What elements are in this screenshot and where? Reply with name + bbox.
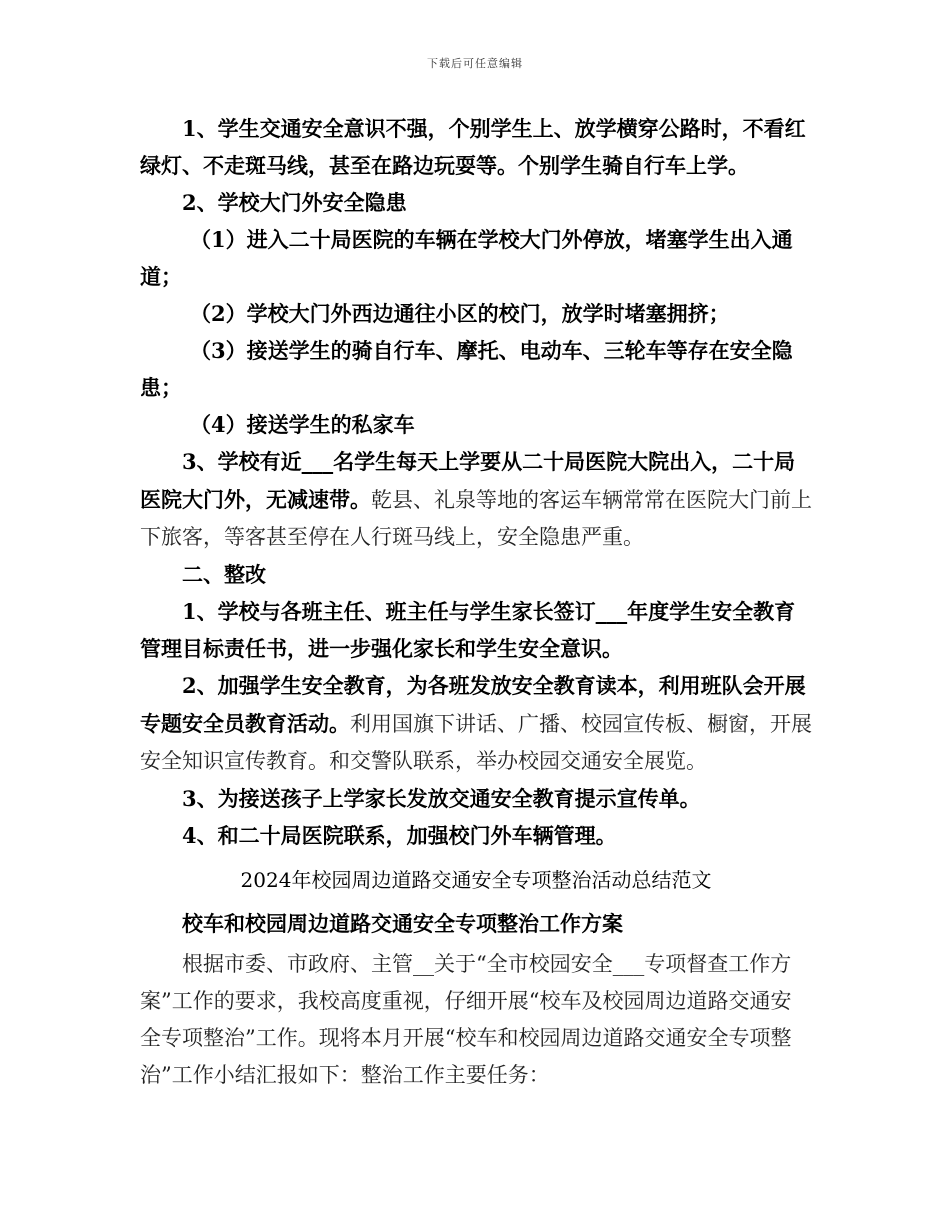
paragraph-7-bold: 3、学校有近___名学生每天上学要从二十局医院大院出入，二十局医院大门外，无减速带。 <box>140 449 796 512</box>
paragraph-10-bold: 2、加强学生安全教育，为各班发放安全教育读本，利用班队会开展专题安全员教育活动。 <box>140 673 806 736</box>
paragraph-7 <box>140 443 812 556</box>
paragraph-10-normal: 利用国旗下讲话、广播、校园宣传板、橱窗，开展安全知识宣传教育。和交警队联系，举办校园交通安全展览。 <box>140 712 812 773</box>
paragraph-12: 4、和二十局医院联系，加强校门外车辆管理。 <box>182 823 617 848</box>
page-header: 下载后可任意编辑 <box>427 57 523 70</box>
document-body <box>140 110 812 1094</box>
paragraph-3: （1）进入二十局医院的车辆在学校大门外停放，堵塞学生出入通道； <box>140 227 793 289</box>
paragraph-5: （3）接送学生的骑自行车、摩托、电动车、三轮车等存在安全隐患； <box>140 338 793 400</box>
paragraph-10 <box>140 667 812 780</box>
paragraph-11: 3、为接送孩子上学家长发放交通安全教育提示宣传单。 <box>182 786 701 811</box>
paragraph-13: 根据市委、市政府、主管__关于“全市校园安全___专项督查工作方案”工作的要求，我校高度重视，仔细开展“校车及校园周边道路交通安全专项整治”工作。现将本月开展“校车和校园周边道路交通安全专项整治”工作小结汇报如下：整治工作主要任务： <box>140 952 792 1087</box>
document-subtitle: 校车和校园周边道路交通安全专项整治工作方案 <box>182 911 623 936</box>
paragraph-4: （2）学校大门外西边通往小区的校门，放学时堵塞拥挤； <box>190 301 730 326</box>
paragraph-9: 1、学校与各班主任、班主任与学生家长签订___年度学生安全教育管理目标责任书，进一步强化家长和学生安全意识。 <box>140 599 796 661</box>
section-heading-rectification: 二、整改 <box>182 562 266 587</box>
paragraph-6: （4）接送学生的私家车 <box>190 412 415 437</box>
paragraph-2: 2、学校大门外安全隐患 <box>182 190 407 215</box>
paragraph-1: 1、学生交通安全意识不强，个别学生上、放学横穿公路时，不看红绿灯、不走斑马线，甚至在路边玩耍等。个别学生骑自行车上学。 <box>140 116 806 178</box>
paragraph-7-normal: 乾县、礼泉等地的客运车辆常常在医院大门前上下旅客，等客甚至停在人行斑马线上，安全隐患严重。 <box>140 488 812 549</box>
document-title: 2024年校园周边道路交通安全专项整治活动总结范文 <box>240 868 712 892</box>
